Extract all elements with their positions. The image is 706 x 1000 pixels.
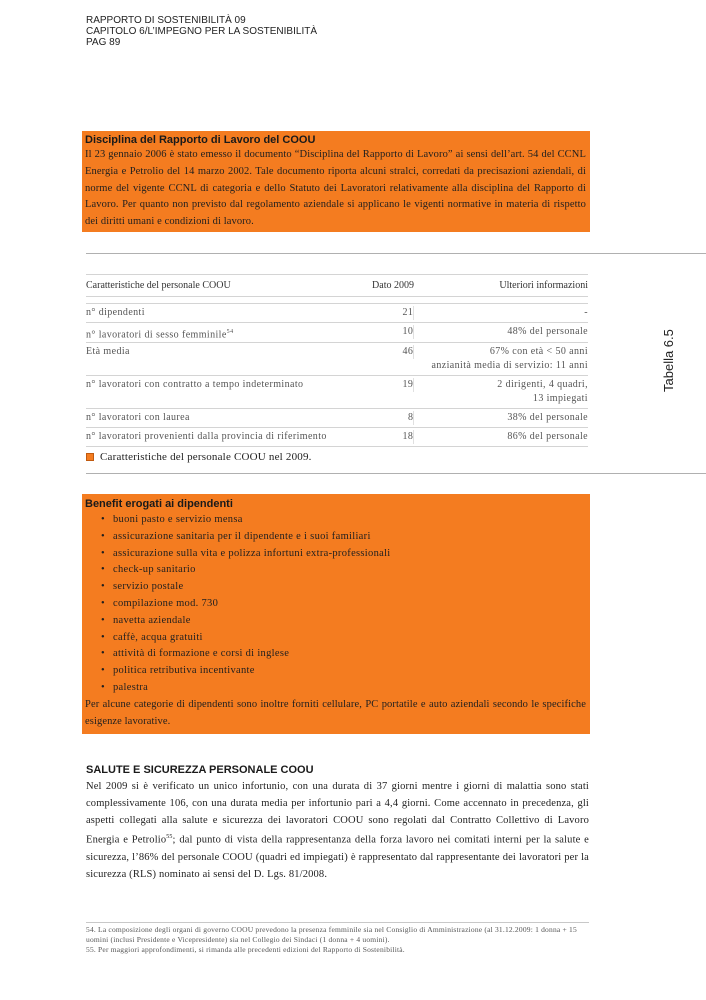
report-title: RAPPORTO DI SOSTENIBILITÀ 09 xyxy=(86,15,246,26)
table-row xyxy=(86,343,588,376)
table-row xyxy=(86,304,588,323)
row-value: 8 xyxy=(336,411,415,425)
chapter-title: CAPITOLO 6/L’IMPEGNO PER LA SOSTENIBILITÀ xyxy=(86,26,318,37)
table-row xyxy=(86,409,588,428)
footnote-ref: 55 xyxy=(166,834,173,840)
footnotes xyxy=(86,922,589,955)
health-safety-section xyxy=(86,764,589,883)
table-row xyxy=(86,428,588,447)
benefits-closing-text: Per alcune categorie di dipendenti sono inoltre forniti cellulare, PC portatile e auto aziendali secondo le specifiche esigenze lavorative. xyxy=(85,698,586,727)
divider xyxy=(86,473,706,474)
list-item: • attività di formazione e corsi di inglese xyxy=(101,646,586,663)
list-item: • check-up sanitario xyxy=(101,562,586,579)
table-header-cell: Caratteristiche del personale COOU xyxy=(86,280,231,291)
list-item: • navetta aziendale xyxy=(101,613,586,630)
footnote-54: 54. La composizione degli organi di governo COOU prevedono la presenza femminile sia nel Consiglio di Amministrazione (al 31.12.2009: 1 donna + 15 uomini (inclusi Presidente e Vicepresidente) sia nel Collegio dei Sindaci (1 donna + 4 uomini). xyxy=(86,925,577,944)
row-label: n° lavoratori con laurea xyxy=(86,412,190,424)
row-info: - xyxy=(584,307,588,318)
row-value: 19 xyxy=(336,378,415,392)
row-label: n° lavoratori provenienti dalla provincia di riferimento xyxy=(86,431,327,443)
running-header xyxy=(86,15,317,48)
list-item: • buoni pasto e servizio mensa xyxy=(101,512,586,529)
discipline-box-title: Disciplina del Rapporto di Lavoro del COOU xyxy=(85,134,316,146)
caption-marker-icon xyxy=(86,453,94,461)
benefits-list xyxy=(85,512,586,697)
row-info-secondary: anzianità media di servizio: 11 anni xyxy=(431,360,588,372)
list-item: • palestra xyxy=(101,680,586,697)
discipline-box-text: Il 23 gennaio 2006 è stato emesso il documento “Disciplina del Rapporto di Lavoro” ai sensi dell’art. 54 del CCNL Energia e Petrolio del 14 marzo 2002. Tale documento riporta alcuni stralci, corredati da precisazioni aziendali, di norme del vigente CCNL di categoria e dello Statuto dei Lavoratori relativamente alla disciplina del Rapporto di Lavoro. Per quanto non previsto dal regolamento aziendale si applicano le vigenti normative in materia di rispetto dei diritti umani e condizioni di lavoro. xyxy=(85,149,586,228)
caption-text: Caratteristiche del personale COOU nel 2009. xyxy=(100,451,312,463)
list-item: • caffè, acqua gratuiti xyxy=(101,630,586,647)
table-row xyxy=(86,376,588,409)
divider xyxy=(86,253,706,254)
row-info-secondary: 13 impiegati xyxy=(532,393,588,405)
table-row xyxy=(86,323,588,343)
list-item: • servizio postale xyxy=(101,579,586,596)
table-header-row xyxy=(86,274,588,297)
row-info: 86% del personale xyxy=(507,431,588,443)
row-label-wrap xyxy=(86,325,336,342)
personnel-table xyxy=(86,274,588,447)
footnote-ref: 54 xyxy=(226,329,234,335)
section-body xyxy=(86,778,589,883)
benefits-box xyxy=(82,494,590,734)
row-label: n° dipendenti xyxy=(86,307,145,318)
row-info: 67% con età < 50 anni xyxy=(489,346,588,358)
list-item: • politica retributiva incentivante xyxy=(101,663,586,680)
row-value: 46 xyxy=(336,345,415,359)
benefits-box-title: Benefit erogati ai dipendenti xyxy=(85,498,233,510)
list-item: • compilazione mod. 730 xyxy=(101,596,586,613)
table-caption xyxy=(86,451,312,463)
row-info: 2 dirigenti, 4 quadri, xyxy=(497,379,588,391)
table-header-cell: Ulteriori informazioni xyxy=(499,280,588,291)
table-header-cell: Dato 2009 xyxy=(372,280,414,291)
row-info: 38% del personale xyxy=(507,412,588,424)
row-value: 21 xyxy=(336,306,415,320)
row-label: Età media xyxy=(86,346,130,358)
table-side-label: Tabella 6.5 xyxy=(661,329,676,392)
list-item: • assicurazione sanitaria per il dipendente e i suoi familiari xyxy=(101,529,586,546)
row-value: 10 xyxy=(336,325,415,339)
section-title: SALUTE E SICUREZZA PERSONALE COOU xyxy=(86,764,314,776)
list-item: • assicurazione sulla vita e polizza infortuni extra-professionali xyxy=(101,546,586,563)
section-text-part: ; dal punto di vista della rappresentanza della forza lavoro nei comitati interni per la salute e sicurezza, l’86% del personale COOU (quadri ed impiegati) è rappresentato dal rappresentante dei lavoratori per la sicurezza (RLS) nominato ai sensi del D. Lgs. 81/2008. xyxy=(86,834,589,880)
row-info-wrap xyxy=(414,378,588,406)
section-text-part: Nel 2009 si è verificato un unico infortunio, con una durata di 37 giorni mentre i giorni di malattia sono stati complessivamente 106, con una durata media per infortunio pari a 4,4 giorni. Come accennato in precedenza, gli aspetti collegati alla salute e sicurezza dei lavoratori COOU sono regolati dal Contratto Collettivo di Lavoro Energia e Petrolio xyxy=(86,781,589,846)
row-info: 48% del personale xyxy=(507,326,588,337)
row-value: 18 xyxy=(336,430,415,444)
footnote-55: 55. Per maggiori approfondimenti, si rimanda alle precedenti edizioni del Rapporto di Sostenibilità. xyxy=(86,945,405,954)
row-label: n° lavoratori di sesso femminile xyxy=(86,329,227,341)
discipline-box xyxy=(82,131,590,232)
row-label: n° lavoratori con contratto a tempo indeterminato xyxy=(86,379,304,391)
row-info-wrap xyxy=(414,345,588,373)
page-number: PAG 89 xyxy=(86,37,121,48)
